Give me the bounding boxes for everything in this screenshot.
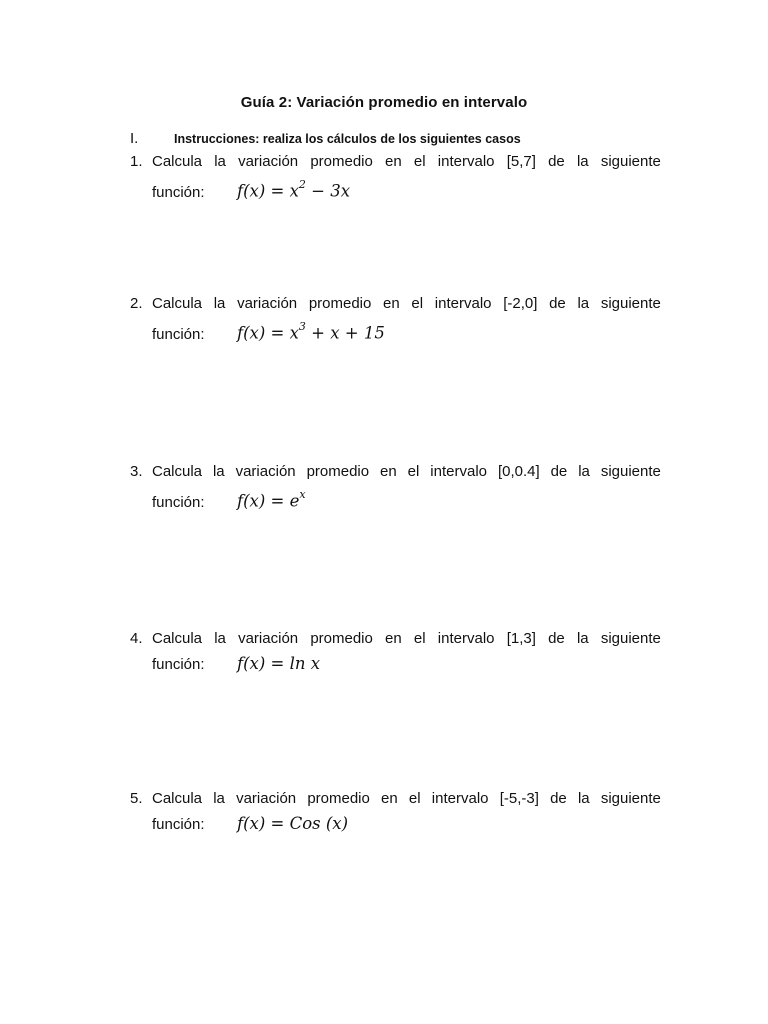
problem-number: 2. xyxy=(130,295,143,312)
problem-number: 1. xyxy=(130,153,143,170)
statement-word: la xyxy=(214,153,226,170)
statement-word: intervalo xyxy=(437,153,495,170)
problem-item xyxy=(130,291,661,347)
statement-word: variación xyxy=(237,295,298,312)
statement-word: intervalo xyxy=(434,295,492,312)
function-line xyxy=(130,651,661,677)
problem-statement xyxy=(130,626,661,651)
statement-word: Calcula xyxy=(152,630,203,647)
statement-word: Calcula xyxy=(152,153,203,170)
statement-word: la xyxy=(578,463,590,480)
statement-word: la xyxy=(577,790,590,807)
statement-word: [0,0.4] xyxy=(497,463,540,480)
formula-tail: + x + 15 xyxy=(305,323,385,343)
function-line xyxy=(130,316,661,347)
statement-word: la xyxy=(213,295,226,312)
section-heading xyxy=(130,130,521,147)
statement-word: promedio xyxy=(307,790,370,807)
formula-main: f(x) = e xyxy=(237,491,300,511)
statement-word: variación xyxy=(238,153,299,170)
statement-word: la xyxy=(214,630,226,647)
function-formula xyxy=(237,811,348,836)
formula-exponent: 2 xyxy=(298,178,306,191)
statement-word: intervalo xyxy=(437,630,495,647)
statement-word: el xyxy=(413,630,426,647)
function-line xyxy=(130,811,661,837)
statement-word: en xyxy=(381,790,398,807)
statement-word: promedio xyxy=(306,463,370,480)
problem-number: 3. xyxy=(130,463,143,480)
statement-word: de xyxy=(550,790,567,807)
statement-word: el xyxy=(408,790,421,807)
statement-word: [1,3] xyxy=(506,630,536,647)
page-title: Guía 2: Variación promedio en intervalo xyxy=(240,94,528,111)
statement-word: Calcula xyxy=(152,463,203,480)
statement-word: en xyxy=(385,153,402,170)
problem-number: 5. xyxy=(130,790,143,807)
statement-word: la xyxy=(576,630,589,647)
statement-word: siguiente xyxy=(600,295,661,312)
problem-statement xyxy=(130,786,661,811)
statement-word: promedio xyxy=(310,153,373,170)
statement-word: promedio xyxy=(308,295,372,312)
statement-word: [5,7] xyxy=(506,153,536,170)
statement-word: de xyxy=(548,153,565,170)
problem-item xyxy=(130,786,661,837)
statement-word: Calcula xyxy=(152,790,203,807)
problem-item xyxy=(130,626,661,677)
function-formula xyxy=(237,651,320,676)
section-number: I. xyxy=(130,130,139,147)
problem-item xyxy=(130,149,661,205)
problem-statement xyxy=(130,459,661,484)
formula-exponent: 3 xyxy=(298,320,306,333)
statement-word: el xyxy=(411,295,424,312)
statement-word: Calcula xyxy=(152,295,203,312)
function-formula xyxy=(237,316,385,346)
statement-word: en xyxy=(380,463,397,480)
statement-word: la xyxy=(213,790,225,807)
function-formula xyxy=(237,174,350,204)
statement-word: en xyxy=(383,295,400,312)
statement-word: siguiente xyxy=(600,463,661,480)
formula-main: f(x) = x xyxy=(237,181,299,201)
statement-word: intervalo xyxy=(431,790,489,807)
statement-word: siguiente xyxy=(600,630,661,647)
statement-word: de xyxy=(549,295,566,312)
problem-statement xyxy=(130,291,661,316)
formula-main: f(x) = ln x xyxy=(237,654,321,673)
function-label: función: xyxy=(152,325,205,343)
statement-word: siguiente xyxy=(600,790,661,807)
statement-word: de xyxy=(548,630,565,647)
statement-word: variación xyxy=(236,790,297,807)
problem-item xyxy=(130,459,661,515)
function-label: función: xyxy=(152,816,205,833)
function-line xyxy=(130,484,661,515)
formula-tail: − 3x xyxy=(305,181,351,201)
statement-word: intervalo xyxy=(430,463,487,480)
problem-number: 4. xyxy=(130,630,143,647)
formula-main: f(x) = x xyxy=(237,323,299,343)
formula-main: f(x) = Cos (x) xyxy=(237,814,349,833)
statement-word: variación xyxy=(235,463,296,480)
statement-word: el xyxy=(407,463,420,480)
statement-word: la xyxy=(576,153,589,170)
statement-word: en xyxy=(385,630,402,647)
statement-word: siguiente xyxy=(600,153,661,170)
function-label: función: xyxy=(152,656,205,673)
function-label: función: xyxy=(152,493,205,511)
statement-word: de xyxy=(550,463,568,480)
statement-word: la xyxy=(212,463,225,480)
statement-word: [-5,-3] xyxy=(499,790,539,807)
function-formula xyxy=(237,484,306,514)
statement-word: variación xyxy=(238,630,299,647)
function-line xyxy=(130,174,661,205)
statement-word: promedio xyxy=(310,630,373,647)
statement-word: el xyxy=(413,153,426,170)
statement-word: la xyxy=(577,295,590,312)
problem-statement xyxy=(130,149,661,174)
statement-word: [-2,0] xyxy=(503,295,538,312)
formula-exponent: x xyxy=(299,488,306,501)
function-label: función: xyxy=(152,183,205,201)
instructions-text: Instrucciones: realiza los cálculos de los siguientes casos xyxy=(174,132,521,146)
